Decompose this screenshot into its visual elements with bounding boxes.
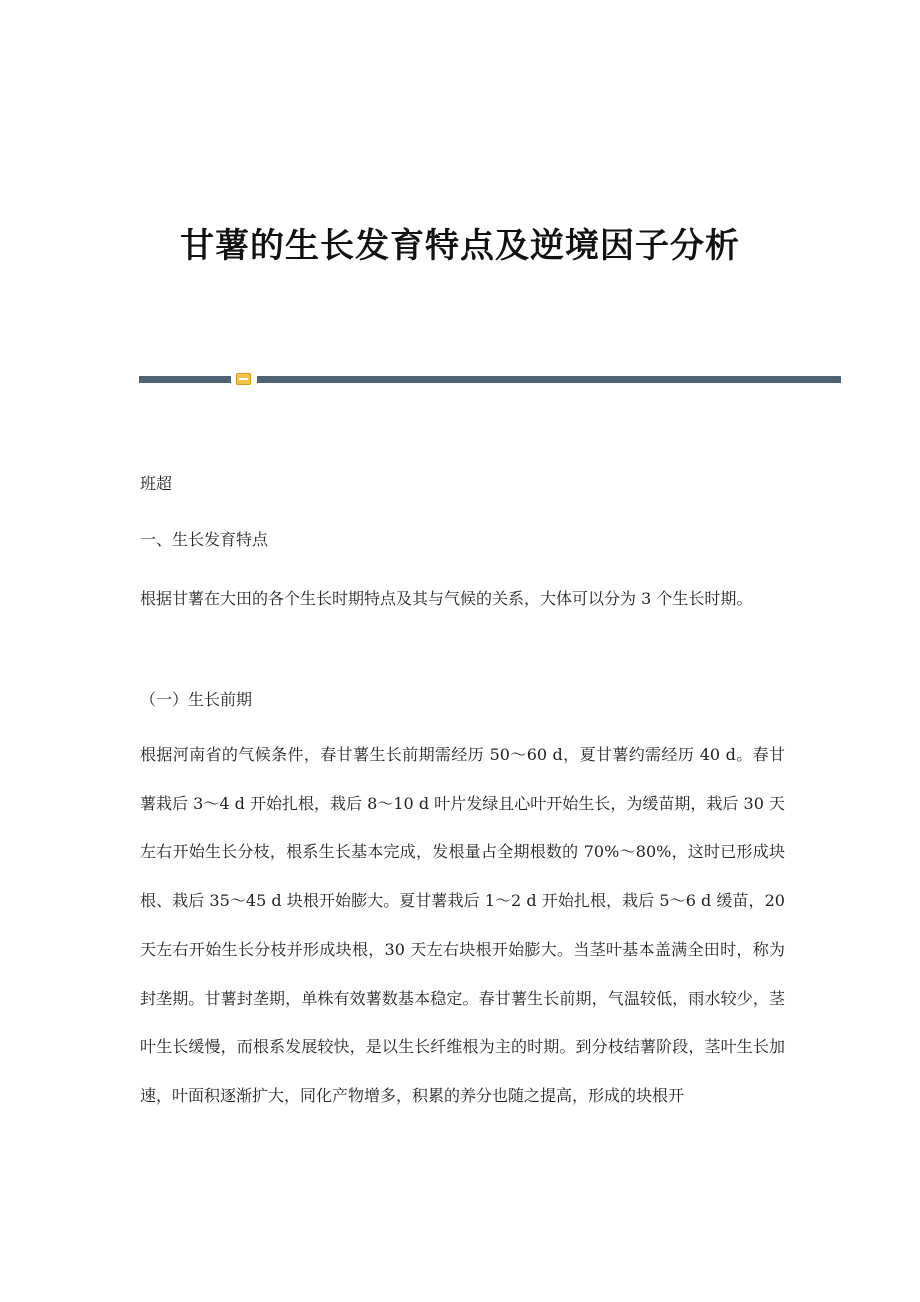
- author-name: 班超: [140, 474, 173, 493]
- divider-mark-icon: [236, 373, 251, 385]
- section-heading: 一、生长发育特点: [140, 530, 269, 549]
- divider-bar-left: [139, 376, 231, 383]
- subsection-heading: （一）生长前期: [140, 690, 253, 709]
- divider-bar-right: [257, 376, 841, 383]
- document-title: 甘薯的生长发育特点及逆境因子分析: [180, 226, 740, 266]
- body-paragraph: 根据河南省的气候条件，春甘薯生长前期需经历 50～60 d，夏甘薯约需经历 40 d。春甘薯栽后 3～4 d 开始扎根，栽后 8～10 d 叶片发绿且心叶开始生长，为缓苗期，栽后 30 天左右开始生长分枝，根系生长基本完成，发根量占全期根数的 70%～80%，这时已形成块根、栽后 35～45 d 块根开始膨大。夏甘薯栽后 1～2 d 开始扎根，栽后 5～6 d 缓苗，20 天左右开始生长分枝并形成块根，30 天左右块根开始膨大。当茎叶基本盖满全田时，称为封垄期。甘薯封垄期，单株有效薯数基本稳定。春甘薯生长前期，气温较低，雨水较少，茎叶生长缓慢，而根系发展较快，是以生长纤维根为主的时期。到分枝结薯阶段，茎叶生长加速，叶面积逐渐扩大，同化产物增多，积累的养分也随之提高，形成的块根开: [140, 745, 785, 1105]
- title-divider: [139, 373, 841, 385]
- intro-paragraph: 根据甘薯在大田的各个生长时期特点及其与气候的关系，大体可以分为 3 个生长时期。: [140, 589, 753, 608]
